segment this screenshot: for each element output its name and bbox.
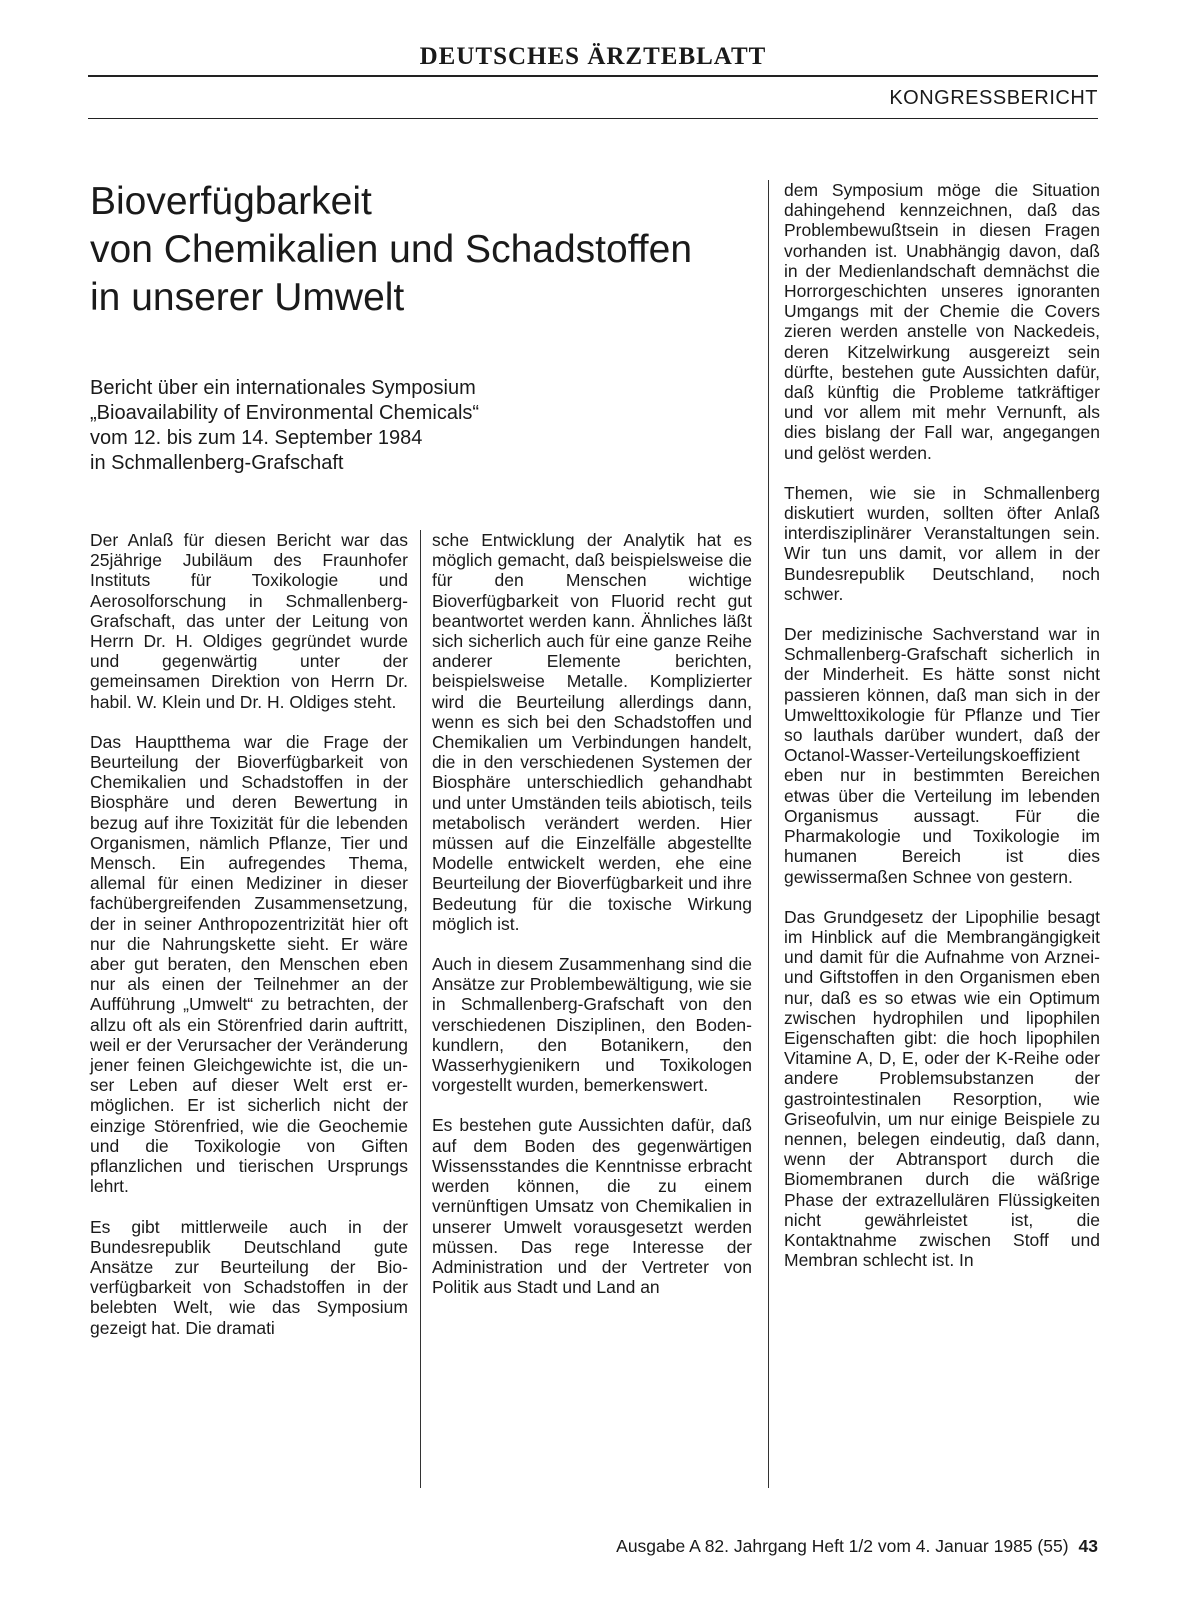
text-column-1	[90, 530, 408, 1358]
paragraph: sche Entwicklung der Analytik hat es möglich gemacht, daß beispielsweise die für den Menschen wichtige Bioverfügbarkeit von Fluorid recht gut beantwortet werden kann. Ähnliches läßt sich sicherlich auch für eine ganze Reihe anderer Elemente berichten, beispielsweise Metalle. Komplizierter wird die Beurteilung allerdings dann, wenn es sich bei den Schadstoffen und Chemikalien um Verbindungen handelt, die in den verschiedenen Systemen der Biosphäre unterschiedlich gehandhabt und unter Umständen teils abiotisch, teils metabolisch verändert werden. Hier müssen auf die Einzelfälle abgestellte Modelle entwickelt werden, ehe eine Beurteilung der Bioverfügbarkeit und ihre Bedeutung für die toxische Wirkung möglich ist.	[432, 530, 752, 934]
article-subtitle	[90, 376, 730, 476]
page-number: 43	[1078, 1536, 1098, 1556]
text-column-3	[784, 180, 1100, 1290]
paragraph: Themen, wie sie in Schmallenberg diskutiert wurden, sollten öfter Anlaß interdisziplinärer Veranstaltungen sein. Wir tun uns damit, vor allem in der Bundesrepublik Deutschland, noch schwer.	[784, 482, 1100, 604]
paragraph: Auch in diesem Zusammenhang sind die Ansätze zur Problembewältigung, wie sie in Schmallenberg-Grafschaft von den verschiedenen Disziplinen, den Bodenkundlern, den Botanikern, den Wasserhygienikern und Toxikologen vorgestellt wurden, bemerkenswert.	[432, 954, 752, 1096]
paragraph: Der Anlaß für diesen Bericht war das 25jährige Jubiläum des Fraunhofer Instituts für Toxikologie und Aerosolforschung in Schmallenberg-Grafschaft, das unter der Leitung von Herrn Dr. H. Oldiges gegründet wurde und gegenwärtig unter der gemeinsamen Direktion von Herrn Dr. habil. W. Klein und Dr. H. Oldiges steht.	[90, 530, 408, 712]
article-title	[90, 178, 730, 322]
title-line: Bioverfügbarkeit	[90, 180, 372, 223]
section-label: KONGRESSBERICHT	[889, 87, 1098, 109]
paragraph: Das Grundgesetz der Lipophilie besagt im Hinblick auf die Membrangängigkeit und damit für die Aufnahme von Arznei- und Giftstoffen in den Organismen eben nur, daß es so etwas wie ein Optimum zwischen hydrophilen und lipophilen Eigenschaften gibt: die hoch lipophilen Vitamine A, D, E, oder der K-Reihe oder andere Problemsubstanzen der gastrointestinalen Resorption, wie Griseofulvin, um nur einige Beispiele zu nennen, belegen eindeutig, daß dann, wenn der Abtransport durch die Biomembranen durch die wäßrige Phase der extrazellulären Flüssigkeiten nicht gewährleistet ist, die Kontaktnahme zwischen Stoff und Membran schlecht ist. In	[784, 906, 1100, 1271]
paragraph: Der medizinische Sachverstand war in Schmallenberg-Grafschaft sicherlich in der Minderheit. Es hätte sonst nicht passieren können, daß man sich in der Umwelttoxikologie für Pflanze und Tier so lauthals darüber wundert, daß der Octanol-Wasser-Verteilungskoeffizient eben nur in bestimmten Bereichen etwas über die Verteilung im lebenden Organismus aussagt. Für die Pharmakologie und Toxikologie im humanen Bereich ist dies gewissermaßen Schnee von gestern.	[784, 624, 1100, 887]
paragraph: dem Symposium möge die Situation dahingehend kennzeichnen, daß das Problembewußtsein in diesen Fragen vorhanden ist. Unabhängig davon, daß in der Medienlandschaft demnächst die Horrorgeschichten unseres ignoranten Umgangs mit der Chemie die Covers zieren werden anstelle von Nackedeis, deren Kitzelwirkung ausgereizt sein dürfte, bestehen gute Aussichten dafür, daß künftig die Probleme tatkräftiger und vor allem mit mehr Vernunft, als dies bislang der Fall war, angegangen und gelöst werden.	[784, 180, 1100, 463]
subtitle-line: Bericht über ein internationales Symposium	[90, 377, 476, 399]
page-footer	[616, 1535, 1098, 1557]
masthead: DEUTSCHES ÄRZTEBLATT	[419, 43, 767, 70]
subtitle-line: in Schmallenberg-Grafschaft	[90, 452, 344, 474]
issue-info: Ausgabe A 82. Jahrgang Heft 1/2 vom 4. Januar 1985 (55)	[616, 1536, 1069, 1556]
text-column-2	[432, 530, 752, 1317]
paragraph: Es gibt mittlerweile auch in der Bundesrepublik Deutschland gute Ansätze zur Beurteilung der Bioverfügbarkeit von Schadstoffen in der belebten Welt, wie das Symposium gezeigt hat. Die dramati	[90, 1216, 408, 1338]
paragraph: Das Hauptthema war die Frage der Beurteilung der Bioverfügbarkeit von Chemikalien und Schadstoffen in der Biosphäre und deren Bewertung in bezug auf ihre Toxizität für die lebenden Organismen, nämlich Pflanze, Tier und Mensch. Ein aufregendes Thema, allemal für einen Mediziner in dieser fachübergreifenden Zusammensetzung, der in seiner Anthropozentrizität hier oft nur die Nahrungskette sieht. Er wäre aber gut beraten, den Menschen eben nur als einen der Teilnehmer an der Aufführung „Umwelt“ zu betrachten, der allzu oft als ein Störenfried darin auftritt, weil er der Verursacher der Veränderung jener feinen Gleichgewichte ist, die unser Leben auf dieser Welt erst ermöglichen. Er ist sicherlich nicht der einzige Störenfried, wie die Geochemie und die Toxikologie von Giften pflanzlichen und tierischen Ursprungs lehrt.	[90, 731, 408, 1197]
column-divider	[420, 530, 421, 1488]
title-line: von Chemikalien und Schadstoffen	[90, 228, 693, 271]
subtitle-line: „Bioavailability of Environmental Chemicals“	[90, 402, 480, 424]
subtitle-line: vom 12. bis zum 14. September 1984	[90, 427, 423, 449]
masthead-rule	[88, 75, 1098, 77]
column-divider	[768, 180, 769, 1488]
section-rule	[88, 118, 1098, 119]
paragraph: Es bestehen gute Aussichten dafür, daß auf dem Boden des gegenwärtigen Wissensstandes die Kenntnisse erbracht werden können, die zu einem vernünftigen Umsatz von Chemikalien in unserer Umwelt vorausgesetzt werden müssen. Das rege Interesse der Administration und der Vertreter von Politik aus Stadt und Land an	[432, 1115, 752, 1298]
title-line: in unserer Umwelt	[90, 276, 405, 319]
